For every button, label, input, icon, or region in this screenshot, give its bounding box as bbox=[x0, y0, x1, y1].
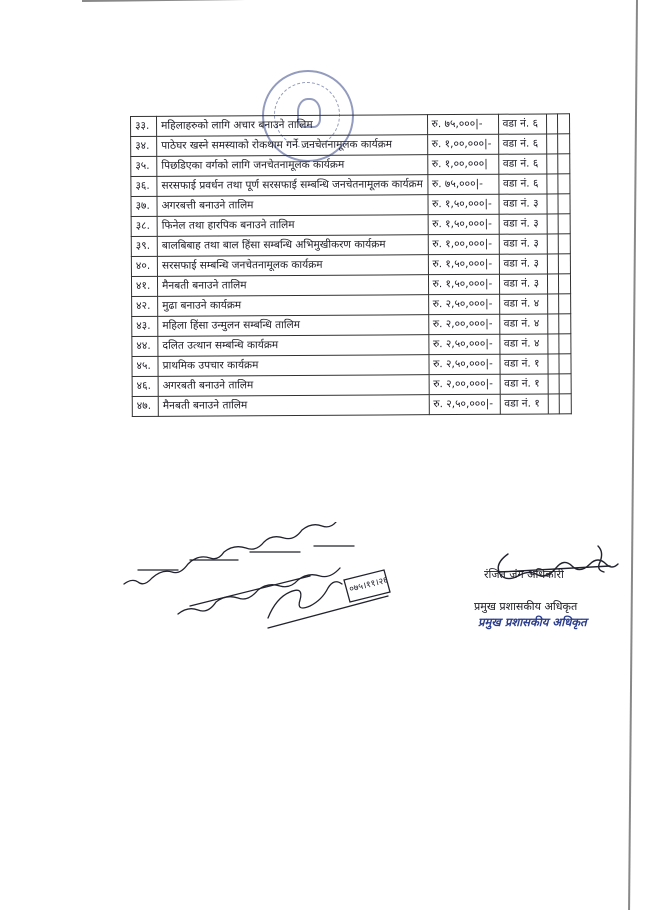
row-blank-a bbox=[548, 314, 559, 334]
row-amount: रु. २,५०,०००|- bbox=[429, 394, 500, 414]
table-row bbox=[132, 354, 571, 377]
row-blank-a bbox=[547, 114, 558, 134]
row-program: अगरबती बनाउने तालिम bbox=[158, 375, 429, 397]
row-serial: ३९. bbox=[131, 236, 157, 256]
row-blank-a bbox=[547, 214, 558, 234]
row-blank-b bbox=[560, 374, 572, 394]
row-blank-b bbox=[559, 354, 571, 374]
row-program: पिछडिएका वर्गको लागि जनचेतनामूलक कार्यक्रम bbox=[157, 155, 428, 177]
handwritten-note bbox=[118, 522, 418, 632]
row-ward: वडा नं. ३ bbox=[499, 274, 548, 294]
row-ward: वडा नं. ३ bbox=[499, 214, 548, 234]
row-serial: ३८. bbox=[131, 216, 157, 236]
row-amount: रु. २,००,०००|- bbox=[429, 374, 500, 394]
row-blank-b bbox=[559, 274, 571, 294]
officer-title: प्रमुख प्रशासकीय अधिकृत bbox=[474, 600, 578, 613]
row-ward: वडा नं. १ bbox=[500, 374, 549, 394]
program-budget-table bbox=[130, 113, 572, 417]
row-blank-b bbox=[559, 214, 571, 234]
table-row bbox=[131, 114, 570, 137]
row-blank-a bbox=[547, 154, 558, 174]
row-amount: रु. २,५०,०००|- bbox=[428, 354, 499, 374]
table-row bbox=[131, 154, 570, 177]
row-amount: रु. ७५,०००|- bbox=[427, 174, 498, 194]
row-blank-a bbox=[548, 374, 559, 394]
row-blank-a bbox=[547, 194, 558, 214]
row-ward: वडा नं. ४ bbox=[499, 314, 548, 334]
row-amount: रु. १,००,०००| bbox=[427, 154, 498, 174]
row-ward: वडा नं. ६ bbox=[498, 134, 547, 154]
handwritten-date: ०७५।११।२६ bbox=[348, 575, 390, 595]
row-amount: रु. १,५०,०००|- bbox=[428, 254, 499, 274]
row-program: बालबिबाह तथा बाल हिंसा सम्बन्धि अभिमुखीकरण कार्यक्रम bbox=[157, 235, 428, 257]
row-amount: रु. ७५,०००|- bbox=[427, 114, 498, 134]
row-program: मैनबती बनाउने तालिम bbox=[158, 395, 429, 417]
table-row bbox=[131, 274, 570, 297]
row-ward: वडा नं. ४ bbox=[499, 294, 548, 314]
row-amount: रु. २,५०,०००|- bbox=[428, 334, 499, 354]
row-blank-a bbox=[547, 134, 558, 154]
row-ward: वडा नं. ६ bbox=[498, 114, 547, 134]
row-amount: रु. १,००,०००|- bbox=[428, 234, 499, 254]
handwritten-initials bbox=[268, 582, 342, 618]
officer-title-stamp: प्रमुख प्रशासकीय अधिकृत bbox=[478, 615, 587, 629]
row-serial: ४६. bbox=[132, 376, 158, 396]
handwritten-note-line2 bbox=[178, 568, 340, 614]
row-serial: ४१. bbox=[131, 276, 157, 296]
row-serial: ४०. bbox=[131, 256, 157, 276]
row-program: महिला हिंसा उन्मुलन सम्बन्धि तालिम bbox=[158, 315, 429, 337]
row-blank-b bbox=[558, 134, 570, 154]
table-row bbox=[131, 194, 570, 217]
handwritten-note-line1 bbox=[124, 522, 336, 584]
row-amount: रु. २,५०,०००|- bbox=[428, 294, 499, 314]
row-ward: वडा नं. ३ bbox=[499, 194, 548, 214]
row-blank-b bbox=[558, 174, 570, 194]
row-blank-b bbox=[559, 334, 571, 354]
row-blank-b bbox=[559, 234, 571, 254]
row-program: मुढा बनाउने कार्यक्रम bbox=[158, 295, 429, 317]
row-blank-b bbox=[558, 114, 570, 134]
row-blank-a bbox=[548, 294, 559, 314]
table-row bbox=[132, 334, 571, 357]
row-ward: वडा नं. ३ bbox=[499, 254, 548, 274]
table-row bbox=[132, 374, 571, 397]
row-ward: वडा नं. ६ bbox=[498, 174, 547, 194]
row-program: महिलाहरुको लागि अचार बनाउने तालिम bbox=[157, 115, 428, 137]
scan-edge-top bbox=[82, 0, 662, 2]
table-row bbox=[131, 234, 570, 257]
row-blank-a bbox=[548, 254, 559, 274]
row-amount: रु. १,५०,०००|- bbox=[428, 214, 499, 234]
row-program: सरसफाई सम्बन्धि जनचेतनामूलक कार्यक्रम bbox=[157, 255, 428, 277]
row-serial: ३५. bbox=[131, 156, 157, 176]
row-serial: ४३. bbox=[132, 316, 158, 336]
row-blank-a bbox=[547, 234, 558, 254]
row-serial: ४२. bbox=[132, 296, 158, 316]
row-serial: ४४. bbox=[132, 336, 158, 356]
row-ward: वडा नं. ३ bbox=[499, 234, 548, 254]
row-blank-a bbox=[548, 274, 559, 294]
row-amount: रु. १,००,०००|- bbox=[427, 134, 498, 154]
row-serial: ३३. bbox=[131, 116, 157, 136]
row-amount: रु. १,५०,०००|- bbox=[428, 194, 499, 214]
row-ward: वडा नं. १ bbox=[499, 354, 548, 374]
row-serial: ४५. bbox=[132, 356, 158, 376]
row-blank-b bbox=[558, 154, 570, 174]
row-ward: वडा नं. १ bbox=[500, 394, 549, 414]
table-row bbox=[131, 174, 570, 197]
row-blank-b bbox=[558, 194, 570, 214]
table-row bbox=[131, 214, 570, 237]
handwritten-note-text: श्री सूचना प्रविधि अधिकृत Website मा upload गर्नु होला bbox=[132, 628, 154, 629]
row-serial: ३७. bbox=[131, 196, 157, 216]
row-program: पाठेघर खस्ने समस्याको रोकथाम गर्ने जनचेतनामूलक कार्यक्रम bbox=[157, 135, 428, 157]
row-program: मैनबती बनाउने तालिम bbox=[158, 275, 429, 297]
row-program: अगरबत्ती बनाउने तालिम bbox=[157, 195, 428, 217]
row-program: दलित उत्थान सम्बन्धि कार्यक्रम bbox=[158, 335, 429, 357]
row-program: प्राथमिक उपचार कार्यक्रम bbox=[158, 355, 429, 377]
table-row bbox=[131, 134, 570, 157]
row-blank-a bbox=[548, 334, 559, 354]
scan-edge-right bbox=[628, 0, 638, 910]
row-amount: रु. २,००,०००|- bbox=[428, 314, 499, 334]
officer-name: रंजित जंग अधिकारी bbox=[484, 568, 564, 581]
row-serial: ३६. bbox=[131, 176, 157, 196]
row-ward: वडा नं. ४ bbox=[499, 334, 548, 354]
table-row bbox=[132, 314, 571, 337]
row-blank-b bbox=[559, 314, 571, 334]
row-program: सरसफाई प्रवर्धन तथा पूर्ण सरसफाई सम्बन्धि जनचेतनामूलक कार्यक्रम bbox=[157, 175, 428, 197]
row-blank-a bbox=[548, 354, 559, 374]
row-blank-a bbox=[547, 174, 558, 194]
table-row bbox=[132, 394, 571, 417]
row-blank-b bbox=[559, 294, 571, 314]
row-program: फिनेल तथा हारपिक बनाउने तालिम bbox=[157, 215, 428, 237]
row-blank-a bbox=[548, 394, 559, 414]
row-blank-b bbox=[559, 254, 571, 274]
row-amount: रु. १,५०,०००|- bbox=[428, 274, 499, 294]
row-ward: वडा नं. ६ bbox=[498, 154, 547, 174]
row-serial: ३४. bbox=[131, 136, 157, 156]
row-serial: ४७. bbox=[132, 396, 158, 416]
table-row bbox=[132, 294, 571, 317]
row-blank-b bbox=[560, 394, 572, 414]
table-row bbox=[131, 254, 570, 277]
